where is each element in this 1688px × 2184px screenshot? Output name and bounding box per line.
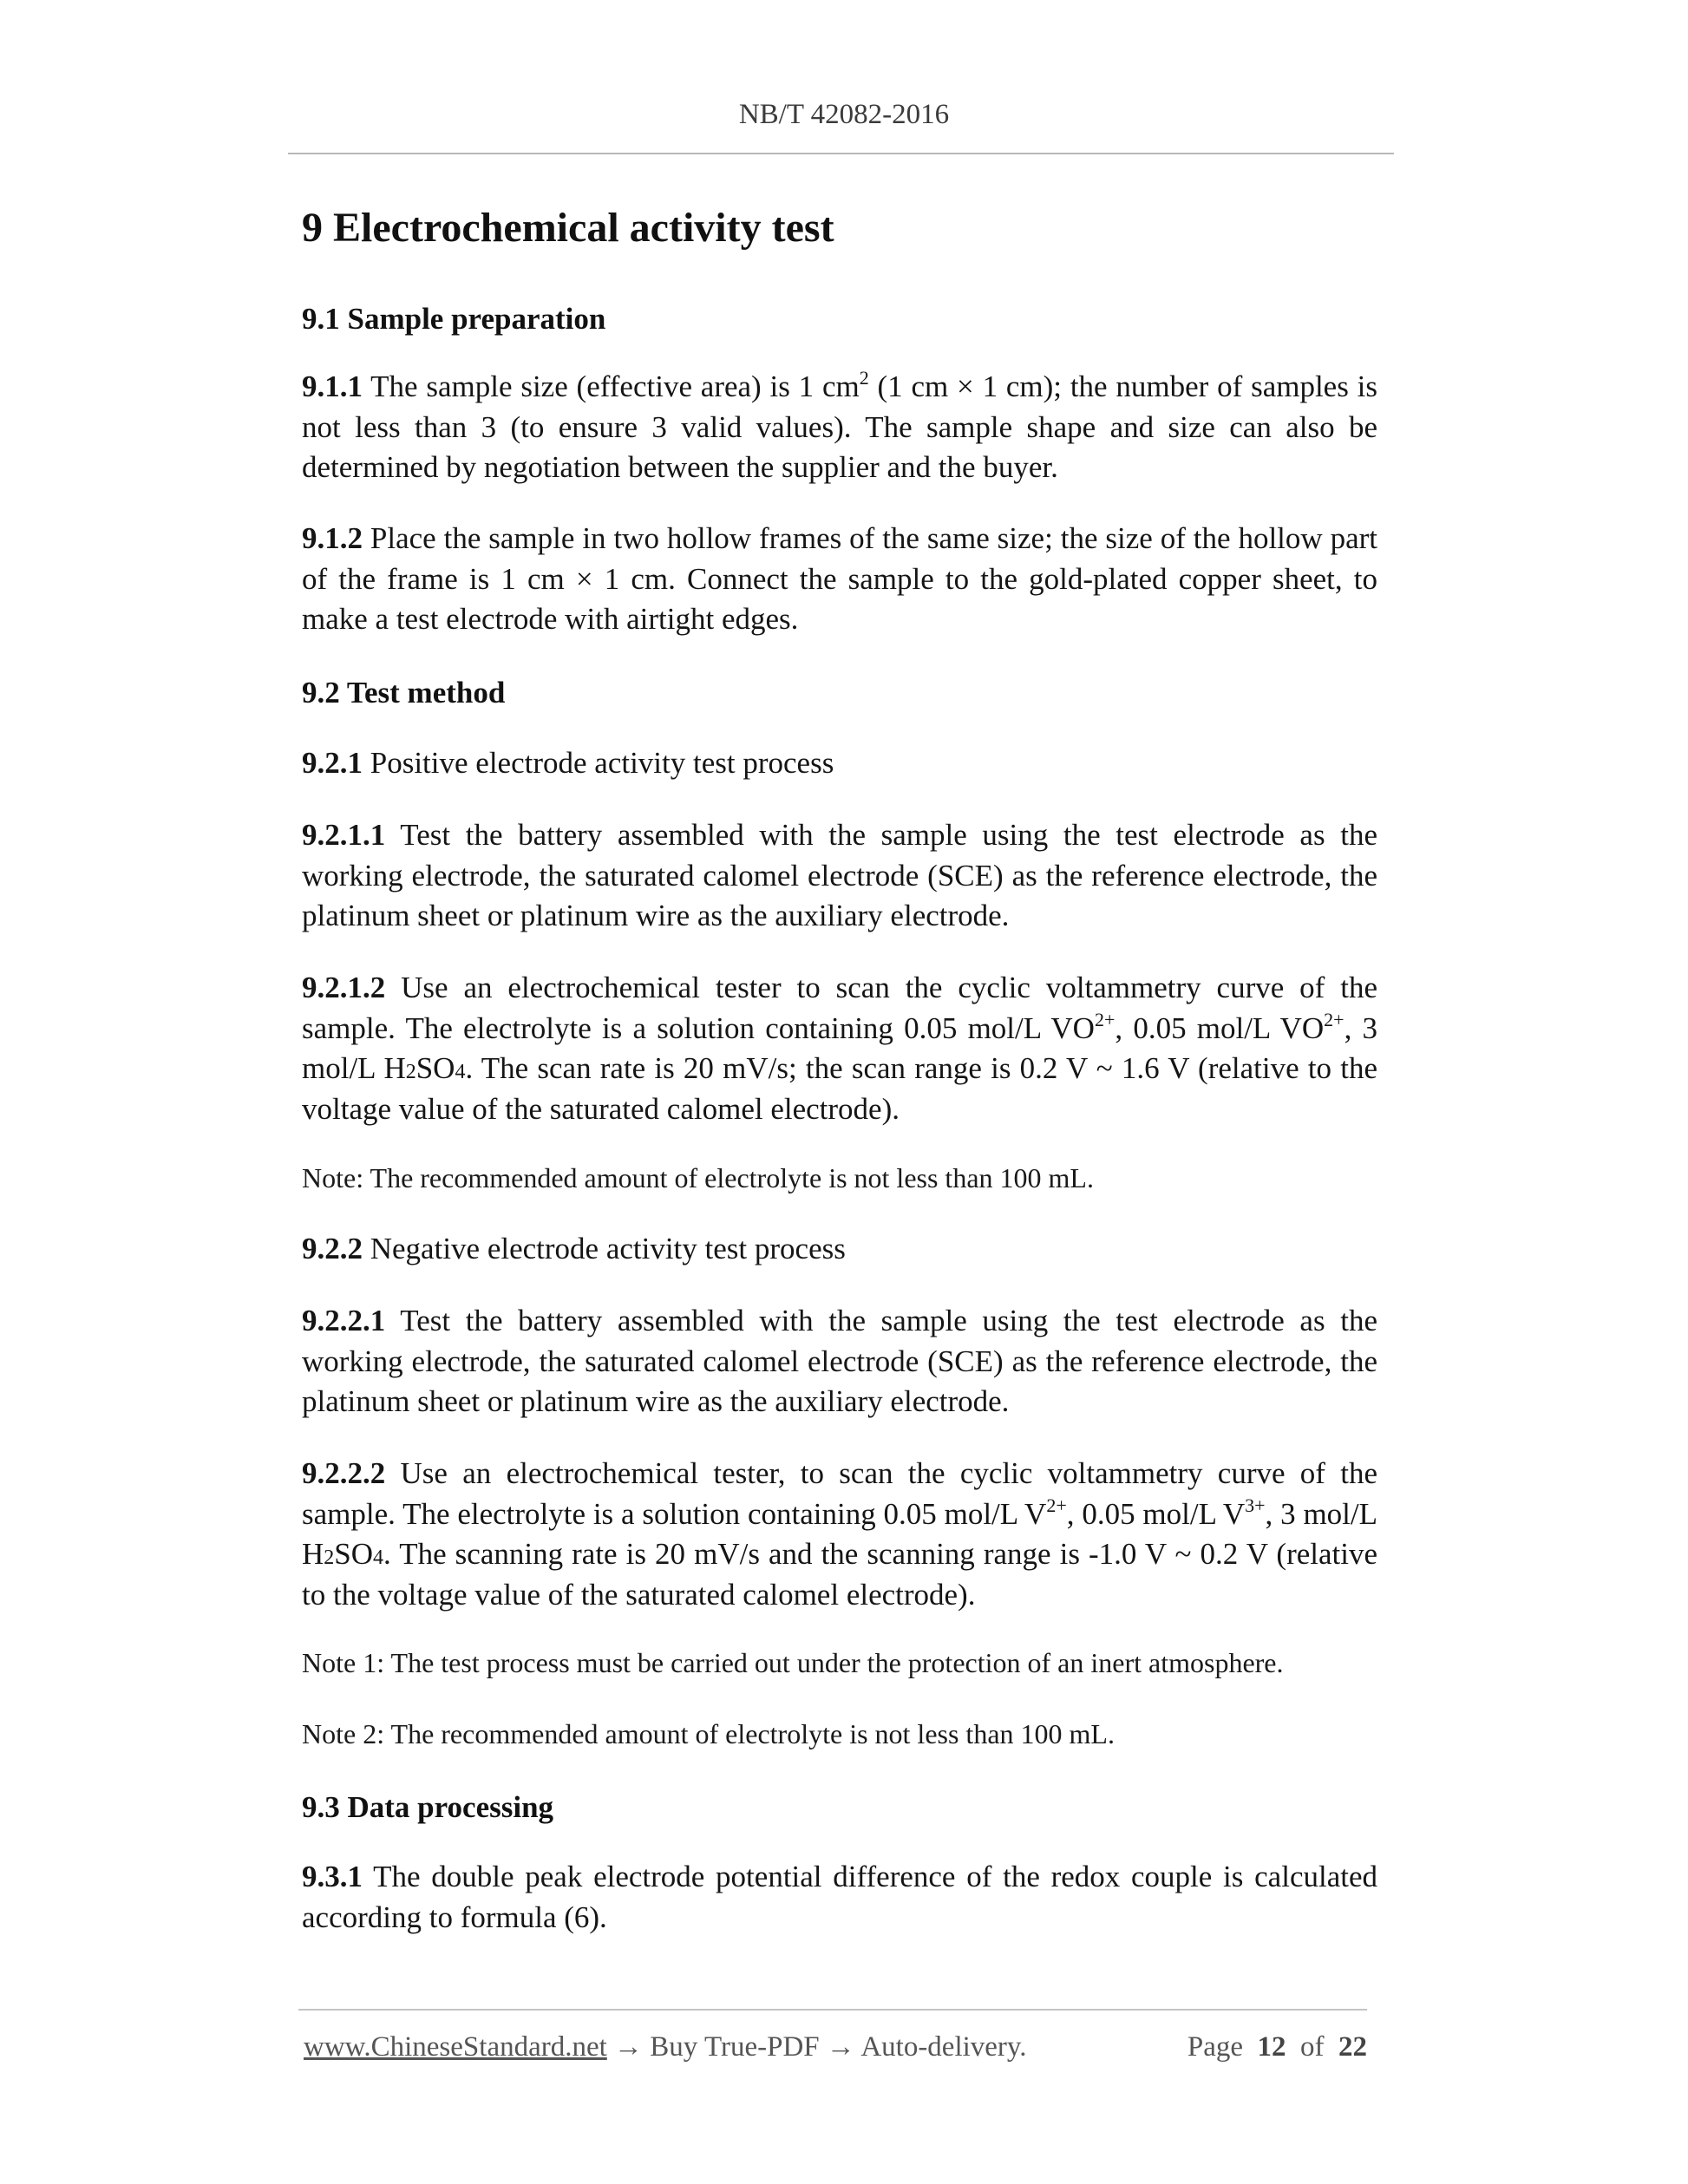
clause-9-1-1: 9.1.1 The sample size (effective area) is 1 $cm^2$ (1 cm × 1 cm); the number of samples is not less than 3 (to ensure 3 valid values). The sample shape and size can also be determined by negotiation between the supplier and the buyer. [302,367,1377,484]
arrow-right-icon: → [819,2031,861,2063]
clause-number: 9.2.2.1 [302,1304,386,1337]
clause-number: 9.3.1 [302,1860,363,1893]
clause-number: 9.2.2 [302,1232,363,1265]
note-electrolyte-amount: Note: The recommended amount of electrolyte is not less than 100 mL. [302,1162,1094,1193]
website-link[interactable]: www.ChineseStandard.net [304,2031,607,2063]
clause-9-2-1-1: 9.2.1.1 Test the battery assembled with the sample using the test electrode as the working electrode, the saturated calomel electrode (SCE) as the reference electrode, the platinum sheet or platinum wire as the auxiliary electrode. [302,818,1377,932]
section-title: 9 Electrochemical activity test [302,205,834,251]
clause-number: 9.2.2.2 [302,1456,386,1490]
arrow-right-icon: → [606,2031,651,2063]
page-number: Page 12 of 22 [1187,2031,1367,2063]
clause-9-2-1: 9.2.1 Positive electrode activity test process [302,746,834,780]
subsection-title-9-2: 9.2 Test method [302,676,506,709]
clause-9-2-1-2: 9.2.1.2 Use an electrochemical tester to scan the cyclic voltammetry curve of the sample. The electrolyte is a solution containing 0.05 mol/L $VO^{2+}$, 0.05 mol/L $VO^{2+}$, 3 mol/L H2SO4. The scan rate is 20 mV/s; the scan range is 0.2 V ~ 1.6 V (relative to the voltage value of the saturated calomel electrode). [302,971,1378,1126]
total-pages: 22 [1338,2031,1367,2063]
subsection-title-9-1: 9.1 Sample preparation [302,302,606,336]
clause-9-3-1: 9.3.1 The double peak electrode potential difference of the redox couple is calculated according to formula (6). [302,1860,1377,1934]
header-divider [288,153,1394,154]
clause-number: 9.2.1 [302,746,363,780]
clause-9-1-2: 9.1.2 Place the sample in two hollow frames of the same size; the size of the hollow part of the frame is 1 cm × 1 cm. Connect the sample to the gold-plated copper sheet, to make a test electrode with airtight edges. [302,521,1377,636]
clause-9-2-2: 9.2.2 Negative electrode activity test process [302,1232,846,1265]
subsection-title-9-3: 9.3 Data processing [302,1790,554,1824]
clause-number: 9.1.2 [302,521,363,555]
footer-promo [304,2028,1027,2066]
clause-number: 9.2.1.1 [302,818,386,852]
clause-9-2-2-2: 9.2.2.2 Use an electrochemical tester, to scan the cyclic voltammetry curve of the sample. The electrolyte is a solution containing 0.05 mol/L $V^{2+}$, 0.05 mol/L $V^{3+}$, 3 mol/L H2SO4. The scanning rate is 20 mV/s and the scanning range is -1.0 V ~ 0.2 V (relative to the voltage value of the saturated calomel electrode). [302,1456,1377,1612]
page-footer [304,2028,1367,2066]
clause-9-2-2-1: 9.2.2.1 Test the battery assembled with the sample using the test electrode as the working electrode, the saturated calomel electrode (SCE) as the reference electrode, the platinum sheet or platinum wire as the auxiliary electrode. [302,1304,1377,1418]
clause-number: 9.1.1 [302,369,363,403]
clause-number: 9.2.1.2 [302,971,386,1004]
document-code-header: NB/T 42082-2016 [738,99,950,130]
auto-delivery-text: Auto-delivery. [860,2031,1027,2063]
note-electrolyte-amount-2: Note 2: The recommended amount of electrolyte is not less than 100 mL. [302,1718,1115,1749]
note-inert-atmosphere: Note 1: The test process must be carried out under the protection of an inert atmosphere. [302,1647,1284,1678]
footer-divider [298,2009,1367,2011]
current-page: 12 [1257,2031,1286,2063]
buy-pdf-text: Buy True-PDF [650,2031,820,2063]
